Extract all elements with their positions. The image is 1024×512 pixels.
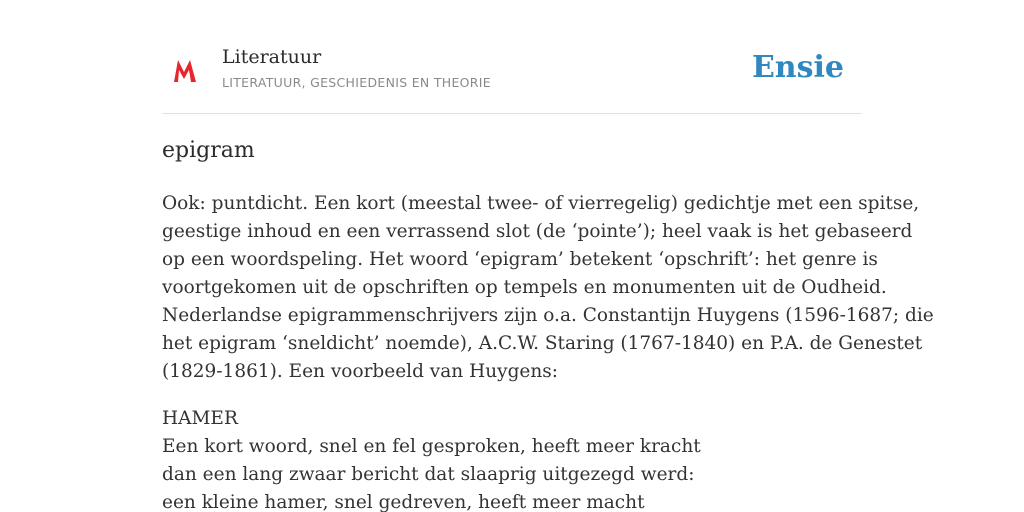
poem-line: Een kort woord, snel en fel gesproken, heeft meer kracht [162, 436, 701, 457]
body-line: op een woordspeling. Het woord ‘epigram’ betekent ‘opschrift’: het genre is [162, 249, 878, 270]
body-line: voortgekomen uit de opschriften op tempels en monumenten uit de Oudheid. [162, 277, 887, 298]
entry-body [162, 190, 934, 386]
publication-subtitle: LITERATUUR, GESCHIEDENIS EN THEORIE [222, 75, 491, 90]
body-line: het epigram ‘sneldicht’ noemde), A.C.W. Staring (1767-1840) en P.A. de Genestet [162, 333, 923, 354]
body-line: Ook: puntdicht. Een kort (meestal twee- of vierregelig) gedichtje met een spitse, [162, 193, 920, 214]
body-line: (1829-1861). Een voorbeeld van Huygens: [162, 361, 559, 382]
body-line: geestige inhoud en een verrassend slot (de ‘pointe’); heel vaak is het gebaseerd [162, 221, 913, 242]
poem [162, 405, 862, 512]
body-line: Nederlandse epigrammenschrijvers zijn o.a. Constantijn Huygens (1596-1687; die [162, 305, 934, 326]
poem-title: HAMER [162, 408, 238, 429]
ensie-brand-logo[interactable]: Ensie [751, 50, 844, 85]
poem-line: een kleine hamer, snel gedreven, heeft meer macht [162, 492, 645, 512]
red-m-logo-icon[interactable] [172, 56, 198, 84]
header [162, 38, 862, 114]
poem-line: dan een lang zwaar bericht dat slaaprig uitgezegd werd: [162, 464, 695, 485]
publication-title[interactable]: Literatuur [222, 46, 322, 68]
entry-title: epigram [162, 138, 255, 163]
